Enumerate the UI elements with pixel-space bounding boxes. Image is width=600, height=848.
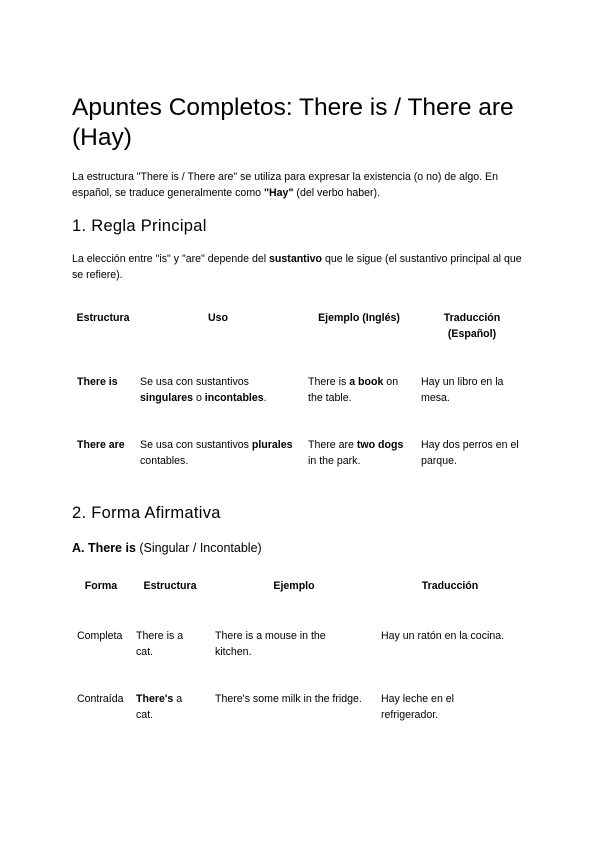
table1-header-estructura: Estructura bbox=[76, 312, 130, 324]
table1-row2-ejemplo-bold: two dogs bbox=[356, 439, 404, 451]
table2-row2-estructura-rest: a cat. bbox=[136, 693, 183, 721]
table1-row1-uso bbox=[140, 374, 298, 406]
table1-header-uso: Uso bbox=[207, 312, 228, 324]
table1-row1-estructura bbox=[77, 374, 137, 390]
table2-header-estructura: Estructura bbox=[143, 580, 197, 592]
intro-text: La estructura "There is / There are" se utiliza para expresar la existencia (o no) de algo. En español, se traduce generalmente como bbox=[72, 171, 498, 199]
section1-text-end: que le sigue (el sustantivo principal al que se refiere). bbox=[72, 253, 522, 281]
intro-text-end: (del verbo haber). bbox=[293, 187, 381, 199]
table2-row2-ejemplo: There's some milk in the fridge. bbox=[215, 693, 362, 705]
table2-header-forma: Forma bbox=[84, 580, 118, 592]
table2-row1-forma: Completa bbox=[77, 630, 123, 642]
table1-row1-uso-text: Se usa con sustantivos bbox=[140, 376, 249, 388]
table1-row1-uso-bold1: singulares bbox=[140, 392, 193, 404]
table2-row1-ejemplo: There is a mouse in the kitchen. bbox=[215, 630, 326, 658]
table2-row2-forma: Contraída bbox=[77, 693, 124, 705]
table2-row1-traduccion: Hay un ratón en la cocina. bbox=[381, 630, 505, 642]
section1-paragraph bbox=[72, 251, 532, 283]
table1-header-ejemplo: Ejemplo (Inglés) bbox=[318, 312, 400, 324]
intro-bold: "Hay" bbox=[263, 187, 294, 199]
table1-row1-ejemplo-bold: a book bbox=[349, 376, 384, 388]
table1-row2-ejemplo-text: There are bbox=[308, 439, 357, 451]
table1-row2-ejemplo-end: in the park. bbox=[308, 455, 361, 467]
table2-row2-traduccion: Hay leche en el refrigerador. bbox=[381, 693, 455, 721]
table1-row1-ejemplo-end: on the table. bbox=[308, 376, 399, 404]
section2-subheading-bold: A. There is bbox=[72, 541, 136, 555]
table2-header-traduccion: Traducción bbox=[421, 580, 479, 592]
table1-row1-uso-bold2: incontables bbox=[204, 392, 264, 404]
section2-subheading bbox=[72, 541, 262, 555]
table1-row1-uso-end: . bbox=[263, 392, 267, 404]
intro-paragraph bbox=[72, 169, 530, 201]
section1-bold: sustantivo bbox=[269, 253, 323, 265]
section2-subheading-rest: (Singular / Incontable) bbox=[135, 541, 262, 555]
table1-row2-estructura bbox=[77, 437, 137, 453]
table1-header-traduccion: Traducción (Español) bbox=[443, 312, 501, 340]
section2-heading: 2. Forma Afirmativa bbox=[72, 504, 221, 522]
table2-row2-estructura bbox=[136, 691, 196, 723]
table2-row2-estructura-bold: There's bbox=[136, 693, 174, 705]
section1-text: La elección entre "is" y "are" depende del bbox=[72, 253, 270, 265]
section1-heading: 1. Regla Principal bbox=[72, 217, 207, 235]
table1-row2-uso-text: Se usa con sustantivos bbox=[140, 439, 252, 451]
table1-row1-traduccion: Hay un libro en la mesa. bbox=[421, 376, 504, 404]
table1-row2-uso-bold: plurales bbox=[251, 439, 293, 451]
table1-row1-ejemplo-text: There is bbox=[308, 376, 350, 388]
table2-header-ejemplo: Ejemplo bbox=[273, 580, 315, 592]
table1-row2-estructura-text: There are bbox=[77, 439, 125, 451]
table1-row2-traduccion: Hay dos perros en el parque. bbox=[421, 439, 519, 467]
table1-row2-uso-end: contables. bbox=[140, 455, 189, 467]
table1-row2-uso bbox=[140, 437, 298, 469]
table1-row2-ejemplo bbox=[308, 437, 414, 469]
table1-row1-uso-mid: o bbox=[193, 392, 205, 404]
page-title: Apuntes Completos: There is / There are (Hay) bbox=[72, 94, 514, 151]
table1-row1-estructura-text: There is bbox=[77, 376, 118, 388]
table2-row1-estructura: There is a cat. bbox=[136, 630, 184, 658]
table1-row1-ejemplo bbox=[308, 374, 414, 406]
